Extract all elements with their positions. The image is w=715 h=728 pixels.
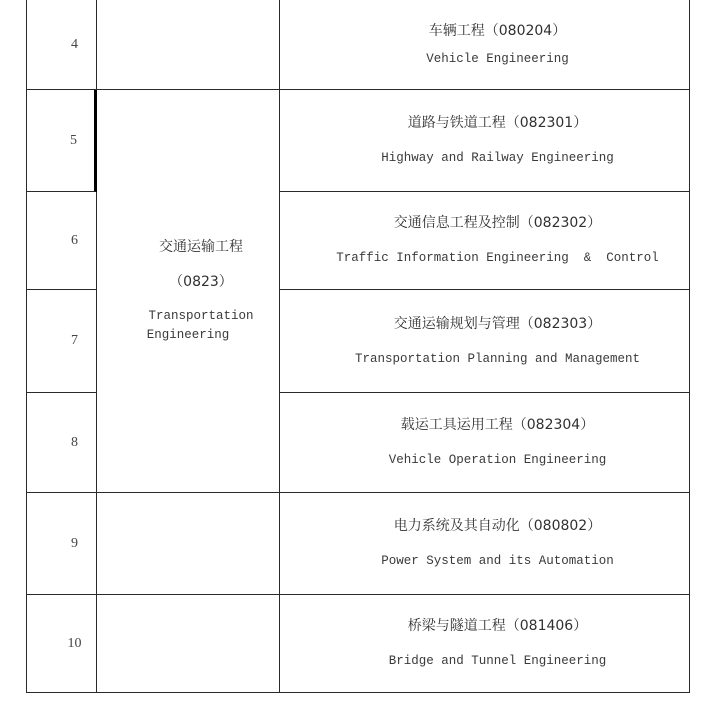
- discipline-name-en: Traffic Information Engineering & Control: [336, 251, 659, 265]
- discipline-cell: [280, 192, 689, 290]
- group-cell-empty: [97, 595, 280, 693]
- row-number: 9: [71, 535, 78, 551]
- discipline-name-zh: 道路与铁道工程（082301）: [407, 115, 588, 131]
- row-number-cell: [27, 90, 97, 192]
- discipline-name-en: Transportation Planning and Management: [354, 351, 641, 366]
- row-number: 10: [67, 635, 82, 651]
- group-cell-empty: [97, 0, 280, 90]
- row-number-cell: [27, 192, 97, 290]
- discipline-cell: [280, 0, 689, 90]
- discipline-name-zh: 交通运输规划与管理（082303）: [393, 315, 602, 332]
- discipline-name-en: Vehicle Engineering: [426, 51, 569, 66]
- group-name-en: Transportation Engineering: [146, 309, 262, 342]
- row-number-cell: [27, 0, 97, 90]
- group-name-zh: 交通运输工程: [159, 239, 243, 255]
- discipline-name-zh: 交通信息工程及控制（082302）: [393, 215, 602, 231]
- row-number: 8: [71, 434, 78, 450]
- row-number-cell: [27, 595, 97, 693]
- group-cell-transportation-engineering: [97, 90, 280, 493]
- row-number: 6: [71, 232, 78, 248]
- discipline-cell: [280, 393, 689, 493]
- row-number-cell: [27, 290, 97, 393]
- discipline-cell: [280, 90, 689, 192]
- row-number-cell: [27, 393, 97, 493]
- discipline-table: [26, 0, 690, 693]
- group-cell-empty: [97, 493, 280, 595]
- group-code: （0823）: [169, 274, 233, 290]
- discipline-cell: [280, 595, 689, 693]
- discipline-name-zh: 载运工具运用工程（082304）: [400, 417, 595, 433]
- discipline-cell: [280, 290, 689, 393]
- discipline-name-en: Vehicle Operation Engineering: [388, 453, 607, 467]
- row-number: 5: [70, 132, 77, 148]
- discipline-name-zh: 电力系统及其自动化（080802）: [393, 518, 602, 534]
- discipline-name-en: Power System and its Automation: [381, 554, 614, 568]
- discipline-name-zh: 车辆工程（080204）: [428, 22, 567, 39]
- discipline-name-en: Highway and Railway Engineering: [381, 151, 614, 165]
- row-number: 4: [71, 36, 78, 52]
- discipline-cell: [280, 493, 689, 595]
- discipline-name-zh: 桥梁与隧道工程（081406）: [407, 618, 588, 634]
- row-number: 7: [71, 333, 78, 348]
- discipline-name-en: Bridge and Tunnel Engineering: [388, 654, 607, 668]
- row-number-cell: [27, 493, 97, 595]
